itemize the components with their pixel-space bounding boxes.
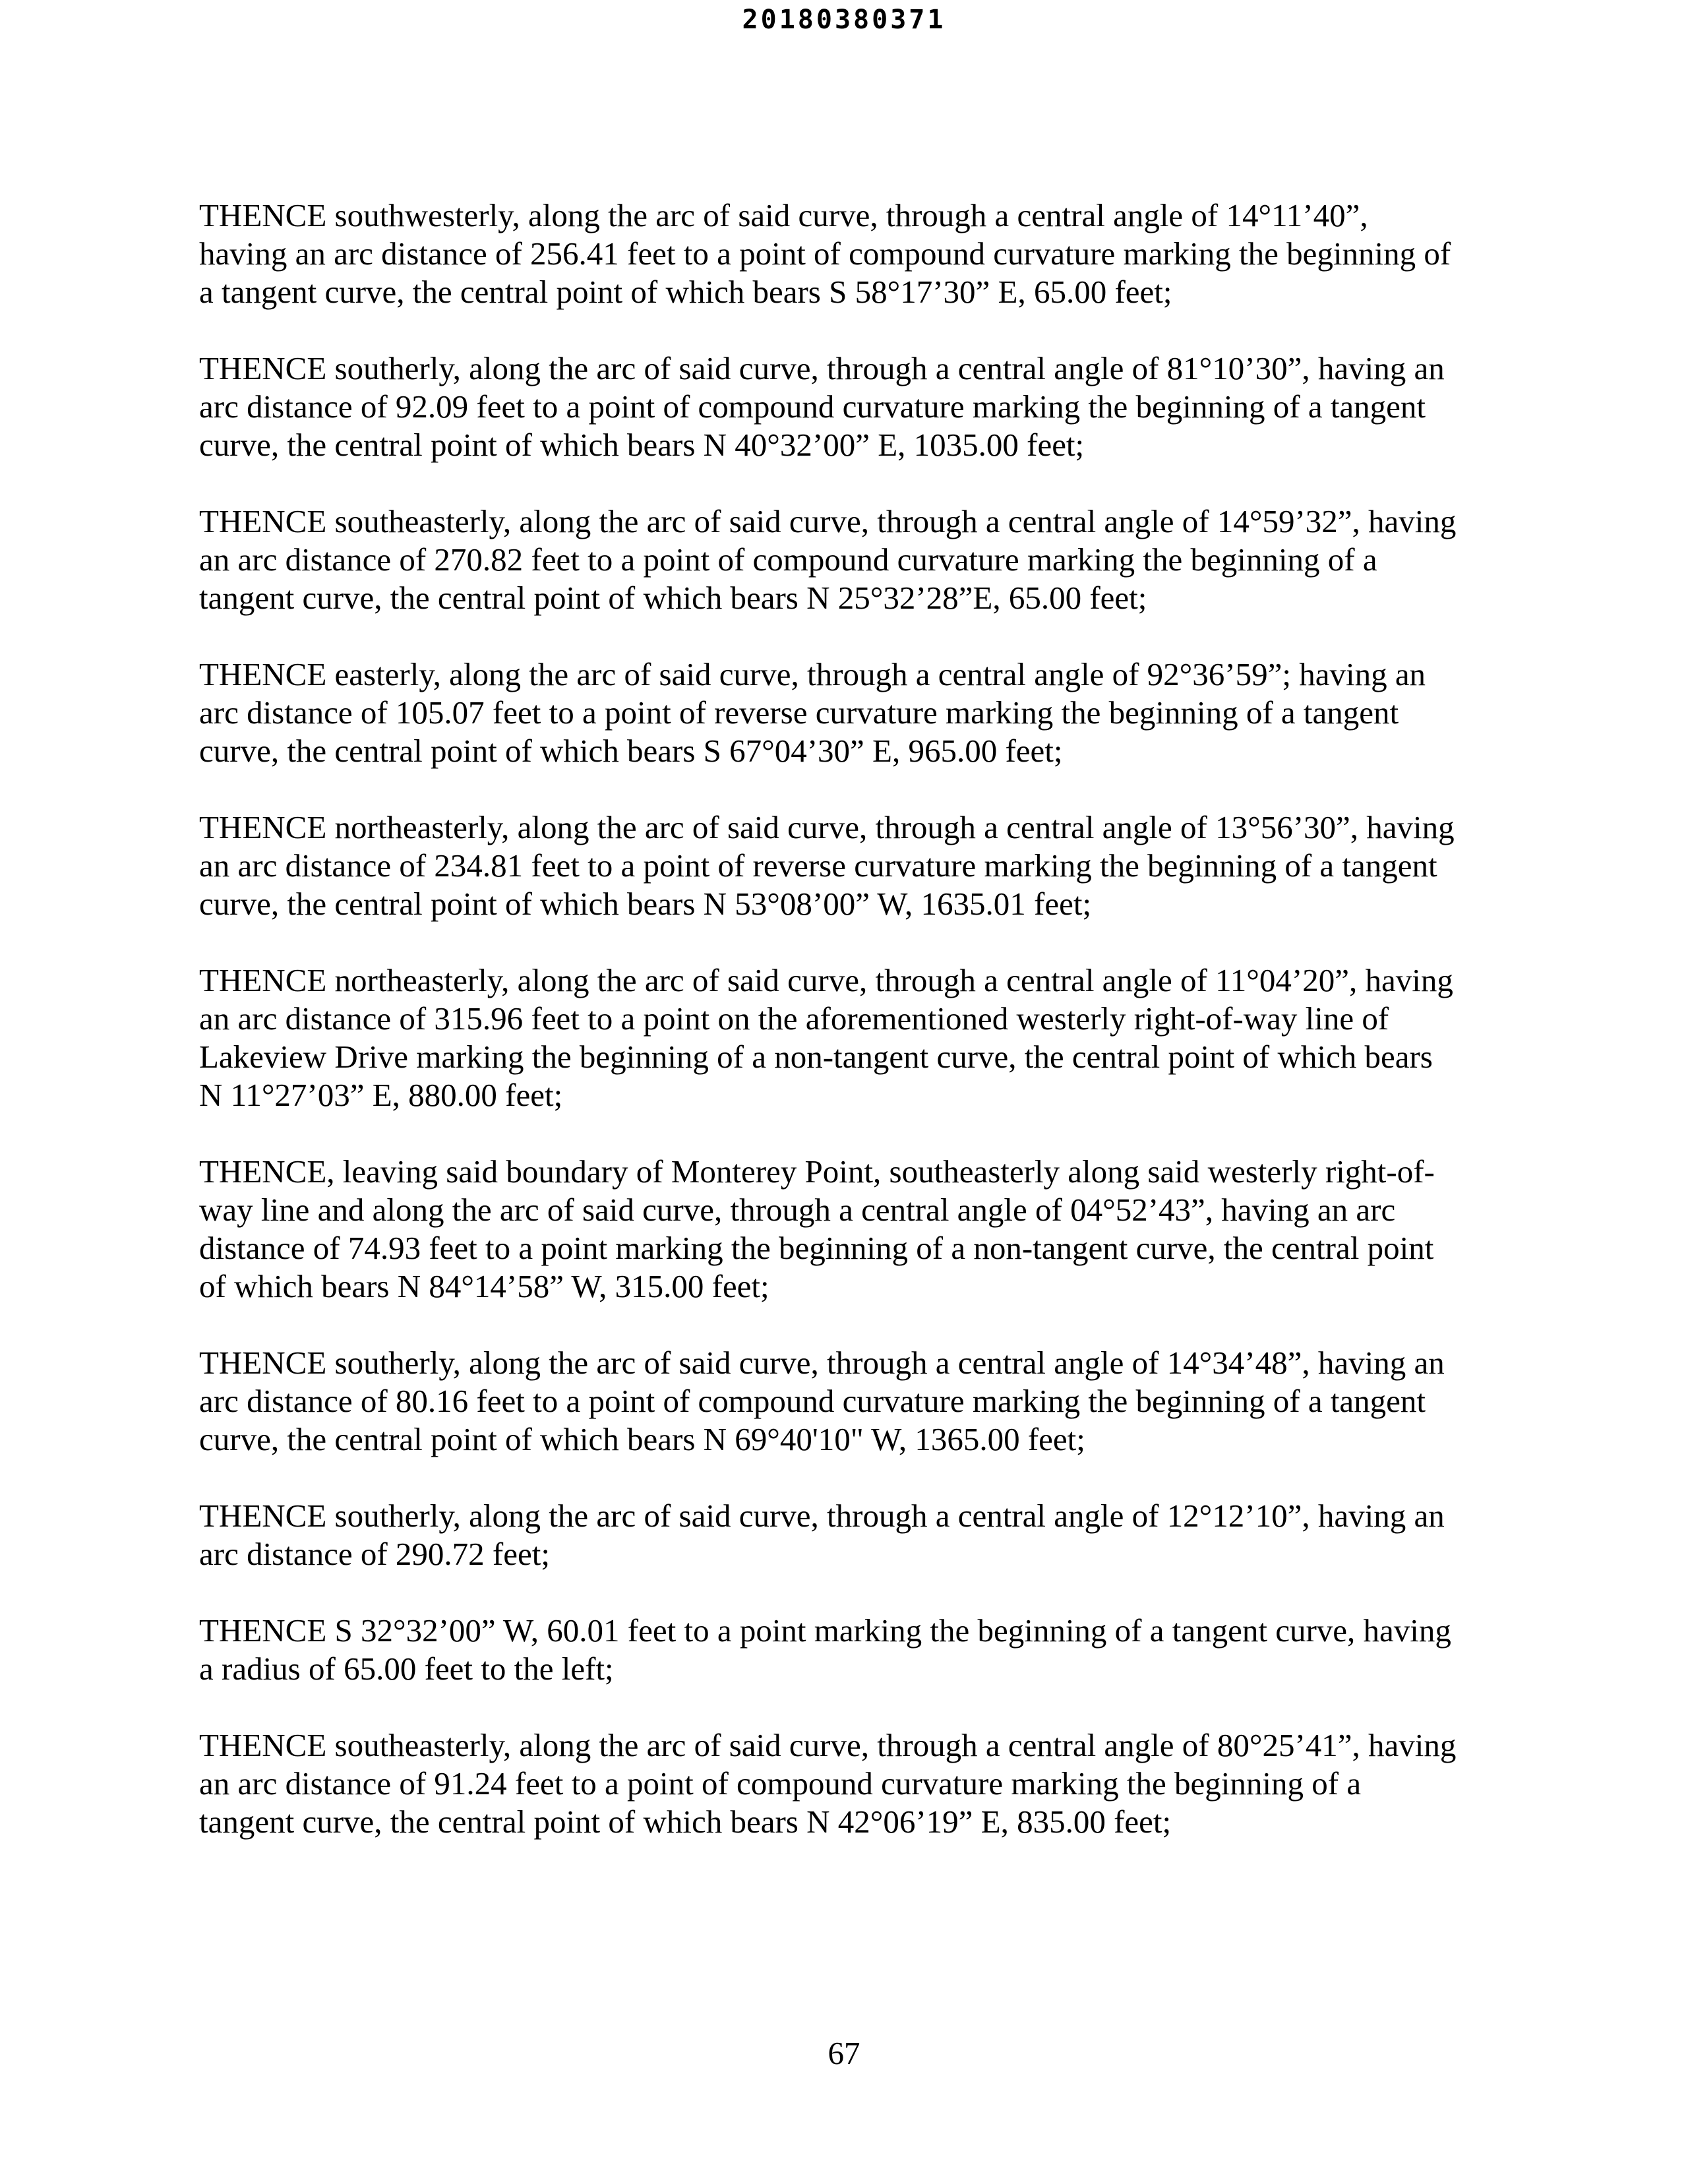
paragraph: THENCE northeasterly, along the arc of said curve, through a central angle of 11°04’20”, having an arc distance of 315.96 feet to a point on the aforementioned westerly right-of-way line of Lakeview Drive marking the beginning of a non-tangent curve, the central point of which bears N 11°27’03” E, 880.00 feet; (199, 962, 1453, 1113)
paragraph: THENCE southerly, along the arc of said curve, through a central angle of 14°34’48”, having an arc distance of 80.16 feet to a point of compound curvature marking the beginning of a tangent curve, the central point of which bears N 69°40'10" W, 1365.00 feet; (199, 1345, 1445, 1457)
page-number: 67 (828, 2035, 860, 2071)
document-number: 20180380371 (742, 5, 946, 35)
paragraph: THENCE southerly, along the arc of said curve, through a central angle of 81°10’30”, having an arc distance of 92.09 feet to a point of compound curvature marking the beginning of a tangent curve, the central point of which bears N 40°32’00” E, 1035.00 feet; (199, 350, 1445, 463)
paragraph: THENCE easterly, along the arc of said curve, through a central angle of 92°36’59”; having an arc distance of 105.07 feet to a point of reverse curvature marking the beginning of a tangent curve, the central point of which bears S 67°04’30” E, 965.00 feet; (199, 656, 1426, 769)
paragraph: THENCE, leaving said boundary of Monterey Point, southeasterly along said westerly right-of- way line and along the arc of said curve, through a central angle of 04°52’43”, having an arc distance of 74.93 feet to a point marking the beginning of a non-tangent curve, the central point of which bears N 84°14’58” W, 315.00 feet; (199, 1153, 1435, 1304)
paragraph: THENCE southwesterly, along the arc of said curve, through a central angle of 14°11’40”, having an arc distance of 256.41 feet to a point of compound curvature marking the beginning of a tangent curve, the central point of which bears S 58°17’30” E, 65.00 feet; (199, 197, 1451, 310)
paragraph: THENCE southeasterly, along the arc of said curve, through a central angle of 14°59’32”, having an arc distance of 270.82 feet to a point of compound curvature marking the beginning of a tangent curve, the central point of which bears N 25°32’28”E, 65.00 feet; (199, 503, 1457, 616)
paragraph: THENCE northeasterly, along the arc of said curve, through a central angle of 13°56’30”, having an arc distance of 234.81 feet to a point of reverse curvature marking the beginning of a tangent curve, the central point of which bears N 53°08’00” W, 1635.01 feet; (199, 809, 1455, 922)
page-body (199, 197, 1505, 1879)
paragraph: THENCE southeasterly, along the arc of said curve, through a central angle of 80°25’41”, having an arc distance of 91.24 feet to a point of compound curvature marking the beginning of a tangent curve, the central point of which bears N 42°06’19” E, 835.00 feet; (199, 1727, 1457, 1840)
paragraph: THENCE southerly, along the arc of said curve, through a central angle of 12°12’10”, having an arc distance of 290.72 feet; (199, 1498, 1445, 1572)
paragraph: THENCE S 32°32’00” W, 60.01 feet to a point marking the beginning of a tangent curve, having a radius of 65.00 feet to the left; (199, 1612, 1451, 1687)
